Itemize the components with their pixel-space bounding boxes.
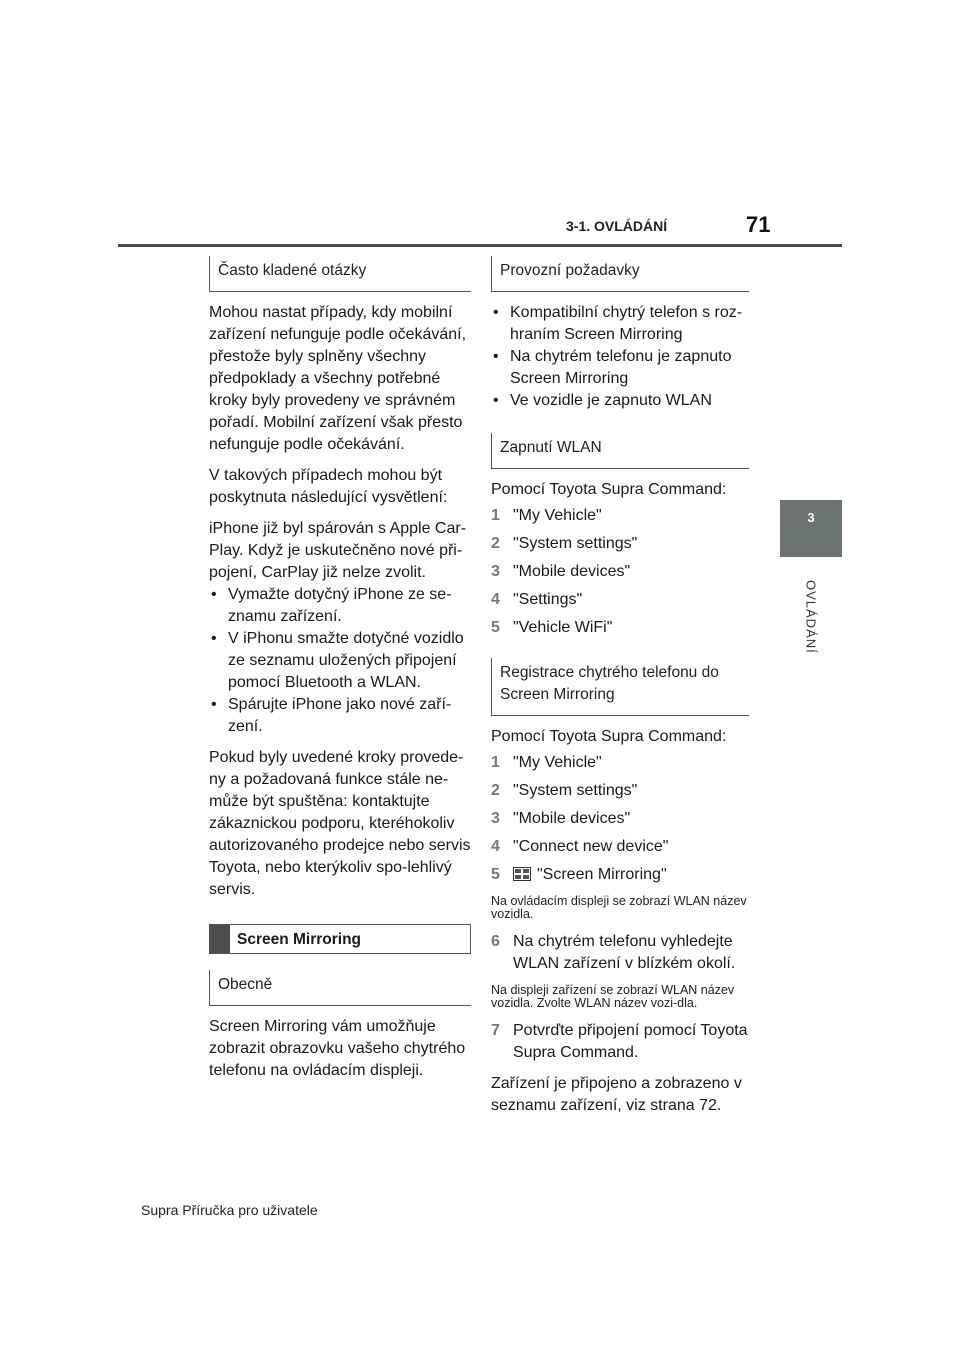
step-text: "System settings" bbox=[513, 535, 638, 552]
requirements-heading: Provozní požadavky bbox=[491, 256, 749, 292]
faq-paragraph-2: V takových případech mohou být poskytnuta následující vysvětlení: bbox=[209, 467, 448, 506]
step-item bbox=[491, 931, 749, 975]
requirements-list bbox=[491, 302, 749, 412]
step-number: 4 bbox=[491, 591, 500, 608]
header-rule bbox=[118, 244, 842, 247]
faq-paragraph-1: Mohou nastat případy, kdy mobilní zařízení nefunguje podle očekávání, přestože byly splněny všechny předpoklady a všechny potřebné kroky byly provedeny ve správném pořadí. Mobilní zařízení však přesto nefunguje podle očekávání. bbox=[209, 304, 467, 453]
chapter-tab-number: 3 bbox=[807, 510, 815, 525]
step-text: Potvrďte připojení pomocí Toyota Supra Command. bbox=[513, 1022, 748, 1061]
footer-text: Supra Příručka pro uživatele bbox=[141, 1202, 318, 1218]
step-number: 7 bbox=[491, 1022, 500, 1039]
section-heading-marker bbox=[210, 925, 230, 953]
step-number: 1 bbox=[491, 507, 500, 524]
list-item: • Na chytrém telefonu je zapnuto Screen Mirroring bbox=[491, 346, 749, 390]
left-column bbox=[209, 256, 471, 1091]
step-number: 2 bbox=[491, 535, 500, 552]
section-heading-text: Screen Mirroring bbox=[237, 931, 362, 948]
faq-bullet-list bbox=[209, 584, 471, 738]
step-item bbox=[491, 836, 749, 858]
step-number: 2 bbox=[491, 782, 500, 799]
registration-steps bbox=[491, 752, 749, 886]
step-item bbox=[491, 505, 749, 527]
general-paragraph: Screen Mirroring vám umožňuje zobrazit obrazovku vašeho chytrého telefonu na ovládacím displeji. bbox=[209, 1018, 466, 1079]
list-item: • V iPhonu smažte dotyčné vozidlo ze seznamu uložených připojení pomocí Bluetooth a WLAN. bbox=[209, 628, 471, 694]
step-text: "Screen Mirroring" bbox=[537, 866, 667, 883]
step-text: "Vehicle WiFi" bbox=[513, 619, 613, 636]
step-item bbox=[491, 589, 749, 611]
step-item bbox=[491, 752, 749, 774]
note-1: Na ovládacím displeji se zobrazí WLAN název vozidla. bbox=[491, 894, 747, 921]
section-heading bbox=[209, 924, 471, 954]
step-text: "Mobile devices" bbox=[513, 810, 631, 827]
step-item bbox=[491, 780, 749, 802]
step-item bbox=[491, 617, 749, 639]
step-text: "Mobile devices" bbox=[513, 563, 631, 580]
step-item bbox=[491, 808, 749, 830]
step-item bbox=[491, 864, 749, 886]
screen-mirroring-icon bbox=[513, 867, 531, 881]
chapter-tab-label-box bbox=[780, 580, 842, 660]
wlan-intro: Pomocí Toyota Supra Command: bbox=[491, 481, 727, 498]
final-paragraph: Zařízení je připojeno a zobrazeno v seznamu zařízení, viz strana 72. bbox=[491, 1075, 742, 1114]
faq-paragraph-4: Pokud byly uvedené kroky provede-ny a požadovaná funkce stále ne-může být spuštěna: kontaktujte zákaznickou podporu, kteréhokoliv autorizovaného prodejce nebo servis Toyota, nebo kterýkoliv spo-lehlivý servis. bbox=[209, 749, 471, 898]
registration-intro: Pomocí Toyota Supra Command: bbox=[491, 728, 727, 745]
list-item: • Vymažte dotyčný iPhone ze se-znamu zařízení. bbox=[209, 584, 471, 628]
general-heading: Obecně bbox=[209, 970, 471, 1006]
step-item bbox=[491, 561, 749, 583]
step-number: 5 bbox=[491, 866, 500, 883]
step-text: "My Vehicle" bbox=[513, 754, 602, 771]
list-item: • Spárujte iPhone jako nové zaří-zení. bbox=[209, 694, 471, 738]
list-item: • Kompatibilní chytrý telefon s roz-hraním Screen Mirroring bbox=[491, 302, 749, 346]
step-text: "System settings" bbox=[513, 782, 638, 799]
header-section-title: 3-1. OVLÁDÁNÍ bbox=[566, 218, 668, 234]
step-item bbox=[491, 1020, 749, 1064]
step-text: Na chytrém telefonu vyhledejte WLAN zařízení v blízkém okolí. bbox=[513, 933, 736, 972]
wlan-steps bbox=[491, 505, 749, 639]
faq-paragraph-3: iPhone již byl spárován s Apple Car-Play. Když je uskutečněno nové při-pojení, CarPlay již nelze zvolit. bbox=[209, 520, 467, 581]
step-number: 5 bbox=[491, 619, 500, 636]
registration-steps-cont-7 bbox=[491, 1020, 749, 1064]
step-text: "Connect new device" bbox=[513, 838, 669, 855]
step-text: "My Vehicle" bbox=[513, 507, 602, 524]
list-item: • Ve vozidle je zapnuto WLAN bbox=[491, 390, 749, 412]
registration-heading: Registrace chytrého telefonu do Screen Mirroring bbox=[491, 658, 749, 716]
step-number: 1 bbox=[491, 754, 500, 771]
faq-heading: Často kladené otázky bbox=[209, 256, 471, 292]
right-column bbox=[491, 256, 749, 1126]
wlan-heading: Zapnutí WLAN bbox=[491, 433, 749, 469]
step-number: 3 bbox=[491, 563, 500, 580]
step-text: "Settings" bbox=[513, 591, 583, 608]
step-number: 4 bbox=[491, 838, 500, 855]
chapter-tab-label: OVLÁDÁNÍ bbox=[803, 580, 819, 654]
note-2: Na displeji zařízení se zobrazí WLAN název vozidla. Zvolte WLAN název vozi-dla. bbox=[491, 983, 735, 1010]
step-number: 6 bbox=[491, 933, 500, 950]
registration-steps-cont-6 bbox=[491, 931, 749, 975]
step-item bbox=[491, 533, 749, 555]
chapter-tab bbox=[780, 500, 842, 557]
page-number: 71 bbox=[746, 212, 771, 237]
step-number: 3 bbox=[491, 810, 500, 827]
